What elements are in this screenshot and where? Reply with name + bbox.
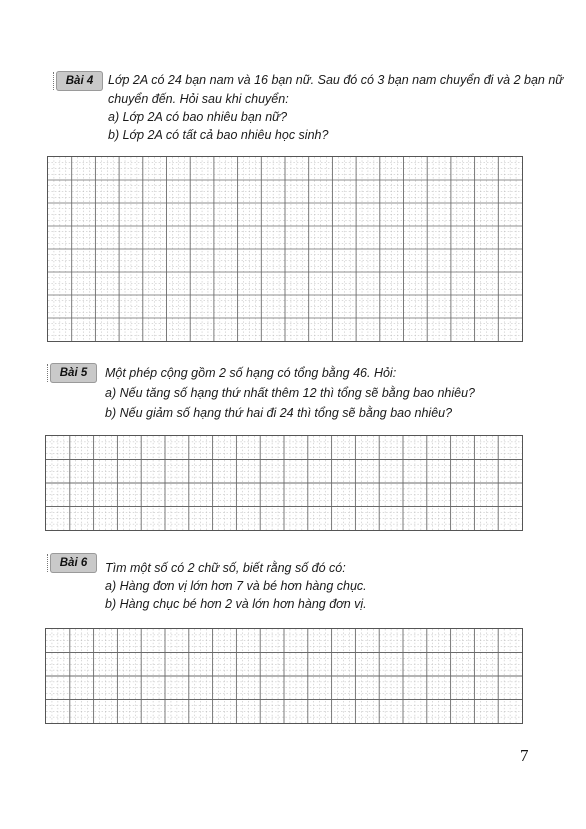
exercise-4-question-a: a) Lớp 2A có bao nhiêu bạn nữ?: [108, 110, 288, 124]
exercise-5-line-1: Một phép cộng gồm 2 số hạng có tổng bằng 46. Hỏi:: [105, 366, 397, 380]
exercise-6-question-b: b) Hàng chục bé hơn 2 và lớn hơn hàng đơn vị.: [105, 597, 367, 611]
exercise-5-question-a: a) Nếu tăng số hạng thứ nhất thêm 12 thì tổng sẽ bằng bao nhiêu?: [105, 386, 476, 400]
exercise-6-question-a: a) Hàng đơn vị lớn hơn 7 và bé hơn hàng chục.: [105, 579, 367, 593]
exercise-6-answer-grid: [45, 628, 523, 724]
page-number: 7: [520, 746, 529, 765]
exercise-4-question-b: b) Lớp 2A có tất cả bao nhiêu học sinh?: [108, 128, 329, 142]
exercise-4-answer-grid: [47, 156, 523, 342]
exercise-4-line-2: chuyển đến. Hỏi sau khi chuyển:: [108, 92, 289, 106]
exercise-5-answer-grid: [45, 435, 523, 531]
exercise-4-line-1: Lớp 2A có 24 bạn nam và 16 bạn nữ. Sau đó có 3 bạn nam chuyển đi và 2 bạn nữ: [108, 73, 564, 87]
exercise-6-line-1: Tìm một số có 2 chữ số, biết rằng số đó có:: [105, 561, 346, 575]
exercise-6-badge: Bài 6: [50, 553, 97, 573]
exercise-5-question-b: b) Nếu giảm số hạng thứ hai đi 24 thì tổng sẽ bằng bao nhiêu?: [105, 406, 453, 420]
exercise-4-badge: Bài 4: [56, 71, 103, 91]
exercise-5-badge: Bài 5: [50, 363, 97, 383]
